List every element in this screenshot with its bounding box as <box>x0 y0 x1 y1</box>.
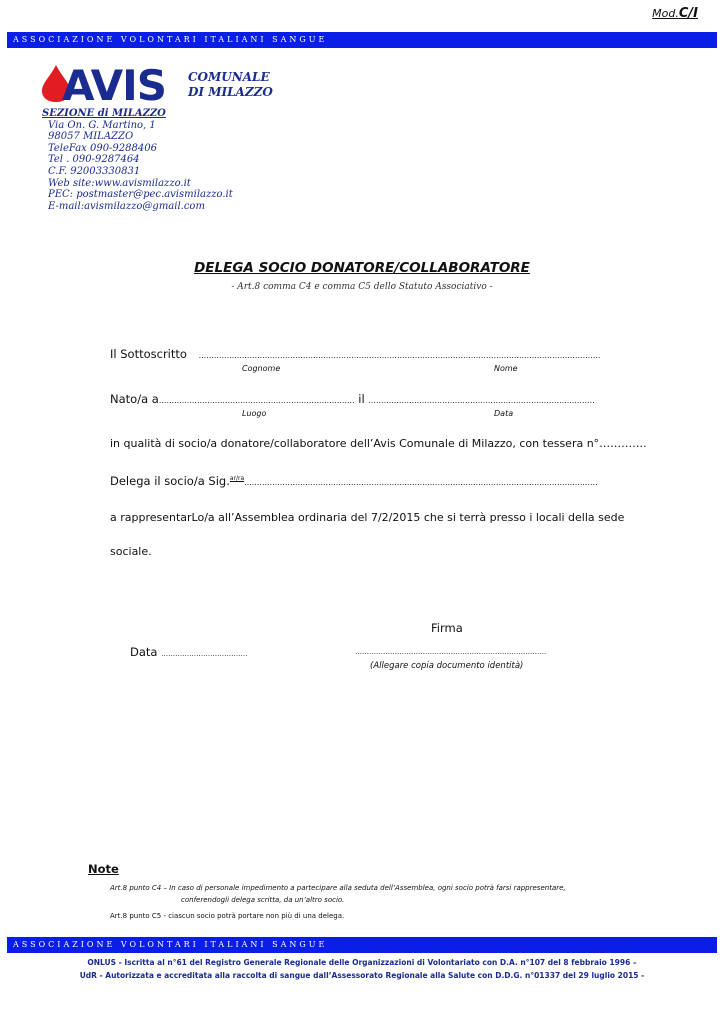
contact-block <box>42 108 233 212</box>
header-band: ASSOCIAZIONE VOLONTARI ITALIANI SANGUE <box>7 32 717 48</box>
gender-suffix: ar/ra <box>229 475 245 483</box>
caption-cognome: Cognome <box>242 364 281 373</box>
note-c4-continued: conferendogli delega scritta, da un’altro socio. <box>181 896 345 904</box>
firma-field: ………………………………………………………………………. <box>355 648 547 656</box>
note-c4: Art.8 punto C4 – In caso di personale impedimento a partecipare alla seduta dell’Assemblea, ogni socio potrà farsi rappresentare, <box>110 884 566 892</box>
document-subtitle: - Art.8 comma C4 e comma C5 dello Statuto Associativo - <box>231 282 493 292</box>
telephone: Tel . 090-9287464 <box>48 154 140 166</box>
firma-label: Firma <box>431 621 463 635</box>
qualita-line: in qualità di socio/a donatore/collaboratore dell’Avis Comunale di Milazzo, con tessera n°…………. <box>110 437 647 450</box>
data-label: Data <box>130 645 158 659</box>
email: E-mail:avismilazzo@gmail.com <box>48 200 205 212</box>
sottoscritto-line <box>110 347 600 361</box>
nato-label: Nato/a a <box>110 392 159 406</box>
model-code: Mod.C/I <box>652 6 698 21</box>
sottoscritto-field: .............................................................................................................................................................. <box>198 351 601 360</box>
fiscal-code: C.F. 92003330831 <box>48 165 141 177</box>
note-c5: Art.8 punto C5 - ciascun socio potrà portare non più di una delega. <box>110 912 345 920</box>
footer-udr: UdR - Autorizzata e accreditata alla raccolta di sangue dall’Assessorato Regionale alla Salute con D.D.G. n°01337 del 29 luglio 2015 - <box>79 971 645 980</box>
il-label: il <box>358 392 365 406</box>
delega-label: Delega il socio/a Sig. <box>110 474 230 488</box>
city: 98057 MILAZZO <box>48 131 134 143</box>
caption-luogo: Luogo <box>242 409 267 418</box>
avis-logo <box>40 63 172 107</box>
notes-title: Note <box>88 862 119 876</box>
comunale-city: DI MILAZZO <box>188 85 273 99</box>
telefax: TeleFax 090-9288406 <box>48 142 157 154</box>
document-title: DELEGA SOCIO DONATORE/COLLABORATORE <box>194 260 530 276</box>
luogo-field: ............................................................................. <box>158 396 355 405</box>
delega-line <box>110 474 598 488</box>
nato-line <box>110 392 595 406</box>
sottoscritto-label: Il Sottoscritto <box>110 347 187 361</box>
rappresentare-line: a rappresentarLo/a all’Assemblea ordinaria del 7/2/2015 che si terrà presso i locali della sede <box>110 511 625 524</box>
comunale-line: COMUNALE <box>188 70 270 84</box>
data-nascita-field: ......................................................................................... <box>368 396 595 405</box>
data-line <box>130 645 247 659</box>
data-field: ………………………………. <box>161 650 248 658</box>
footer-onlus: ONLUS - Iscritta al n°61 del Registro Generale Regionale delle Organizzazioni di Volontariato con D.A. n°107 del 8 febbraio 1996 – <box>87 958 637 967</box>
allegare-note: (Allegare copia documento identità) <box>370 661 524 671</box>
sociale-line: sociale. <box>110 545 152 558</box>
sezione-name: SEZIONE di MILAZZO <box>42 108 166 119</box>
address: Via On. G. Martino, 1 <box>48 119 156 131</box>
footer-band: ASSOCIAZIONE VOLONTARI ITALIANI SANGUE <box>7 937 717 953</box>
caption-nome: Nome <box>494 364 518 373</box>
caption-data: Data <box>494 409 514 418</box>
delegato-field: ........................................................................................................................................... <box>244 478 598 487</box>
logo-text: AVIS <box>62 63 167 103</box>
org-comunale <box>188 70 273 100</box>
website: Web site:www.avismilazzo.it <box>48 177 191 189</box>
pec: PEC: postmaster@pec.avismilazzo.it <box>48 189 233 201</box>
